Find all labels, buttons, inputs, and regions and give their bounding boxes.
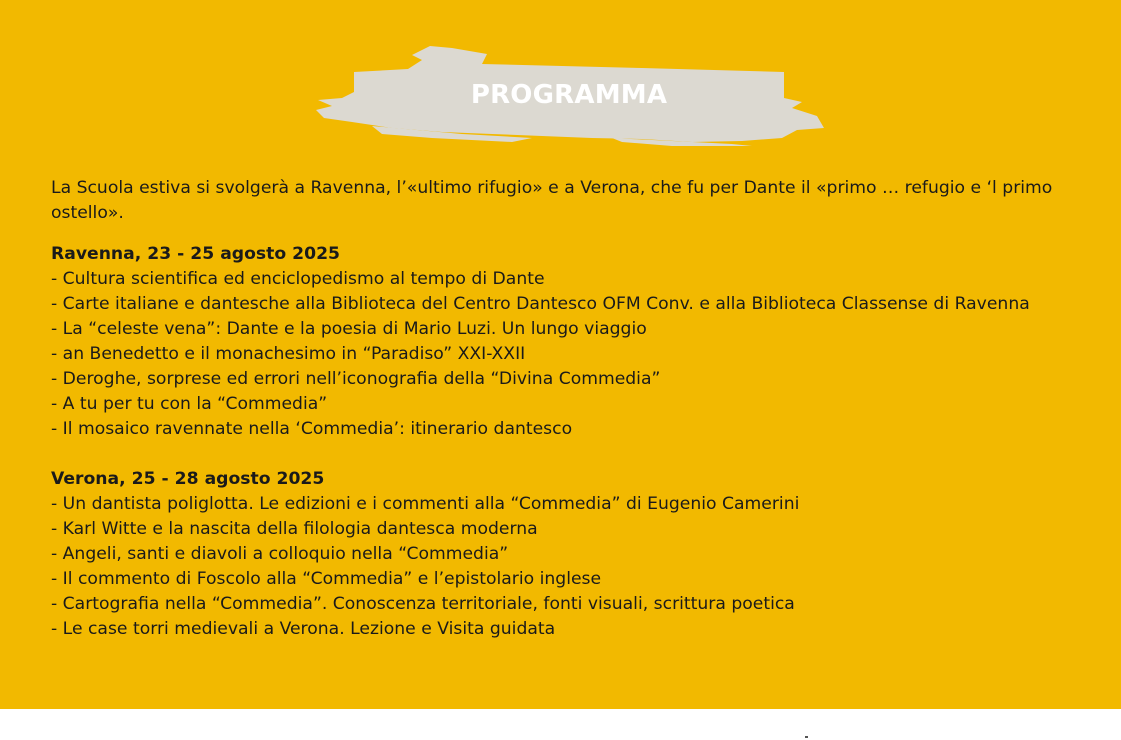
list-item: - Cartografia nella “Commedia”. Conoscenza territoriale, fonti visuali, scrittura poetica [51,594,795,614]
list-item: - Deroghe, sorprese ed errori nell’iconografia della “Divina Commedia” [51,369,661,389]
list-item: - Cultura scientifica ed enciclopedismo al tempo di Dante [51,269,545,289]
list-item: - Carte italiane e dantesche alla Biblioteca del Centro Dantesco OFM Conv. e alla Biblioteca Classense di Ravenna [51,294,1030,314]
programma-heading: PROGRAMMA [470,80,668,110]
list-item: - Il commento di Foscolo alla “Commedia” e l’epistolario inglese [51,569,602,589]
section-title-ravenna: Ravenna, 23 - 25 agosto 2025 [51,244,340,264]
list-item: - an Benedetto e il monachesimo in “Paradiso” XXI-XXII [51,344,526,364]
list-item: - Le case torri medievali a Verona. Lezione e Visita guidata [51,619,556,639]
list-item: - A tu per tu con la “Commedia” [51,394,328,414]
intro-paragraph: La Scuola estiva si svolgerà a Ravenna, l’«ultimo rifugio» e a Verona, che fu per Dante il «primo … refugio e ‘l primo ostello». [51,178,1053,223]
list-item: - Il mosaico ravennate nella ‘Commedia’: itinerario dantesco [51,419,573,439]
section-spacer [51,442,1061,467]
list-item: - Karl Witte e la nascita della filologia dantesca moderna [51,519,538,539]
small-mark-decoration [805,736,808,738]
program-content [51,176,1061,642]
list-item: - Angeli, santi e diavoli a colloquio nella “Commedia” [51,544,509,564]
list-item: - La “celeste vena”: Dante e la poesia di Mario Luzi. Un lungo viaggio [51,319,647,339]
list-item: - Un dantista poliglotta. Le edizioni e i commenti alla “Commedia” di Eugenio Camerini [51,494,800,514]
section-title-verona: Verona, 25 - 28 agosto 2025 [51,469,325,489]
